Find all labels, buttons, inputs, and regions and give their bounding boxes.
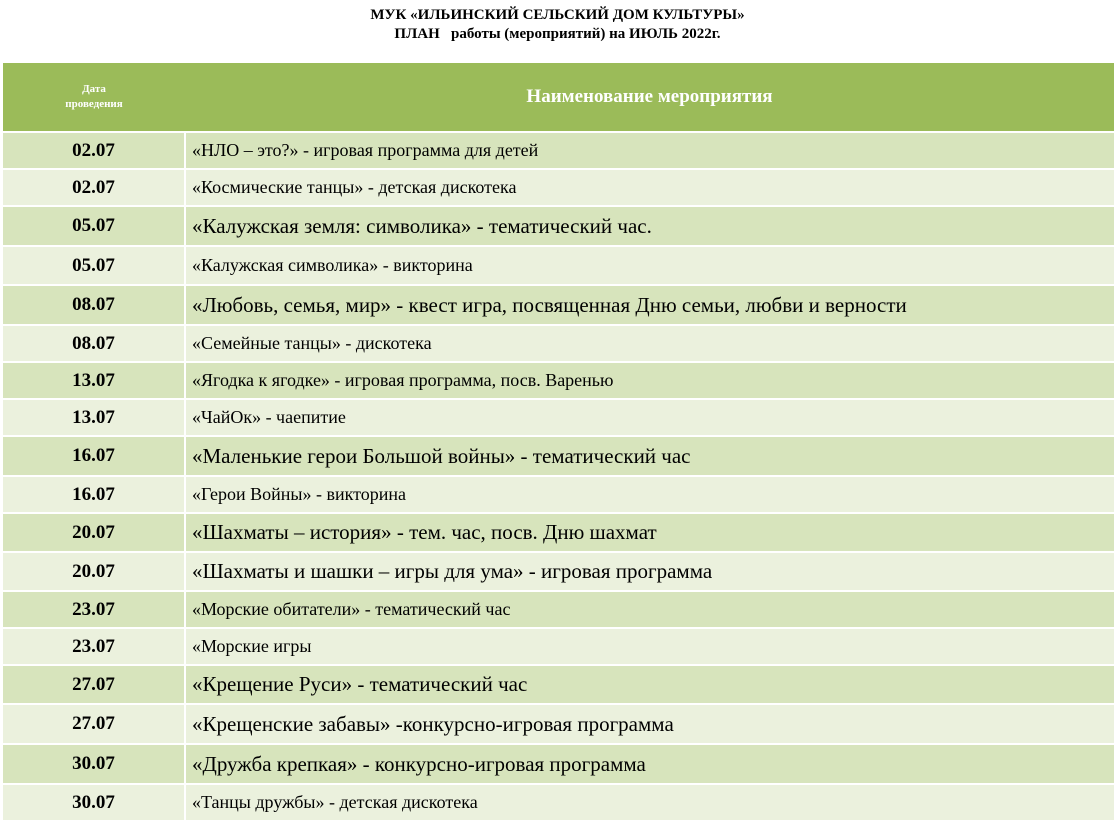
table-row bbox=[3, 552, 1114, 591]
table-row bbox=[3, 513, 1114, 552]
table-row bbox=[3, 362, 1114, 399]
table-row bbox=[3, 399, 1114, 436]
document-title bbox=[0, 6, 1115, 44]
plan-title: ПЛАН работы (мероприятий) на ИЮЛЬ 2022г. bbox=[394, 26, 721, 42]
table-row bbox=[3, 476, 1114, 513]
event-date: 13.07 bbox=[3, 362, 185, 399]
event-date: 23.07 bbox=[3, 628, 185, 665]
event-date: 16.07 bbox=[3, 476, 185, 513]
event-date: 05.07 bbox=[3, 246, 185, 285]
event-date: 20.07 bbox=[3, 552, 185, 591]
event-name: «Шахматы – история» - тем. час, посв. Дню шахмат bbox=[185, 513, 1114, 552]
table-row bbox=[3, 285, 1114, 325]
table-header-row bbox=[3, 63, 1114, 132]
event-date: 08.07 bbox=[3, 325, 185, 362]
table-row bbox=[3, 246, 1114, 285]
event-name: «Дружба крепкая» - конкурсно-игровая программа bbox=[185, 744, 1114, 784]
event-date: 20.07 bbox=[3, 513, 185, 552]
event-date: 27.07 bbox=[3, 665, 185, 704]
event-name: «Космические танцы» - детская дискотека bbox=[185, 169, 1114, 206]
column-header-date bbox=[3, 63, 185, 132]
table-row bbox=[3, 704, 1114, 744]
event-name: «НЛО – это?» - игровая программа для детей bbox=[185, 132, 1114, 169]
event-name: «Ягодка к ягодке» - игровая программа, посв. Варенью bbox=[185, 362, 1114, 399]
event-date: 30.07 bbox=[3, 784, 185, 820]
event-name: «ЧайОк» - чаепитие bbox=[185, 399, 1114, 436]
table-row bbox=[3, 744, 1114, 784]
table-row bbox=[3, 665, 1114, 704]
event-date: 16.07 bbox=[3, 436, 185, 476]
event-date: 13.07 bbox=[3, 399, 185, 436]
event-name: «Крещенские забавы» -конкурсно-игровая программа bbox=[185, 704, 1114, 744]
event-name: «Шахматы и шашки – игры для ума» - игровая программа bbox=[185, 552, 1114, 591]
event-name: «Калужская символика» - викторина bbox=[185, 246, 1114, 285]
table-row bbox=[3, 325, 1114, 362]
event-name: «Крещение Руси» - тематический час bbox=[185, 665, 1114, 704]
org-name: МУК «ИЛЬИНСКИЙ СЕЛЬСКИЙ ДОМ КУЛЬТУРЫ» bbox=[370, 7, 745, 23]
table-row bbox=[3, 784, 1114, 820]
column-header-date-line2: проведения bbox=[65, 98, 123, 110]
event-date: 05.07 bbox=[3, 206, 185, 246]
event-name: «Любовь, семья, мир» - квест игра, посвященная Дню семьи, любви и верности bbox=[185, 285, 1114, 325]
event-name: «Морские игры bbox=[185, 628, 1114, 665]
events-table bbox=[3, 63, 1114, 820]
event-name: «Танцы дружбы» - детская дискотека bbox=[185, 784, 1114, 820]
event-name: «Герои Войны» - викторина bbox=[185, 476, 1114, 513]
table-row bbox=[3, 436, 1114, 476]
column-header-date-line1: Дата bbox=[82, 83, 106, 95]
event-date: 08.07 bbox=[3, 285, 185, 325]
event-date: 27.07 bbox=[3, 704, 185, 744]
event-date: 02.07 bbox=[3, 132, 185, 169]
table-row bbox=[3, 206, 1114, 246]
column-header-name: Наименование мероприятия bbox=[185, 63, 1114, 132]
table-row bbox=[3, 169, 1114, 206]
table-row bbox=[3, 132, 1114, 169]
event-date: 02.07 bbox=[3, 169, 185, 206]
event-date: 30.07 bbox=[3, 744, 185, 784]
event-name: «Морские обитатели» - тематический час bbox=[185, 591, 1114, 628]
event-name: «Калужская земля: символика» - тематический час. bbox=[185, 206, 1114, 246]
event-name: «Семейные танцы» - дискотека bbox=[185, 325, 1114, 362]
table-row bbox=[3, 591, 1114, 628]
event-name: «Маленькие герои Большой войны» - тематический час bbox=[185, 436, 1114, 476]
table-row bbox=[3, 628, 1114, 665]
event-date: 23.07 bbox=[3, 591, 185, 628]
